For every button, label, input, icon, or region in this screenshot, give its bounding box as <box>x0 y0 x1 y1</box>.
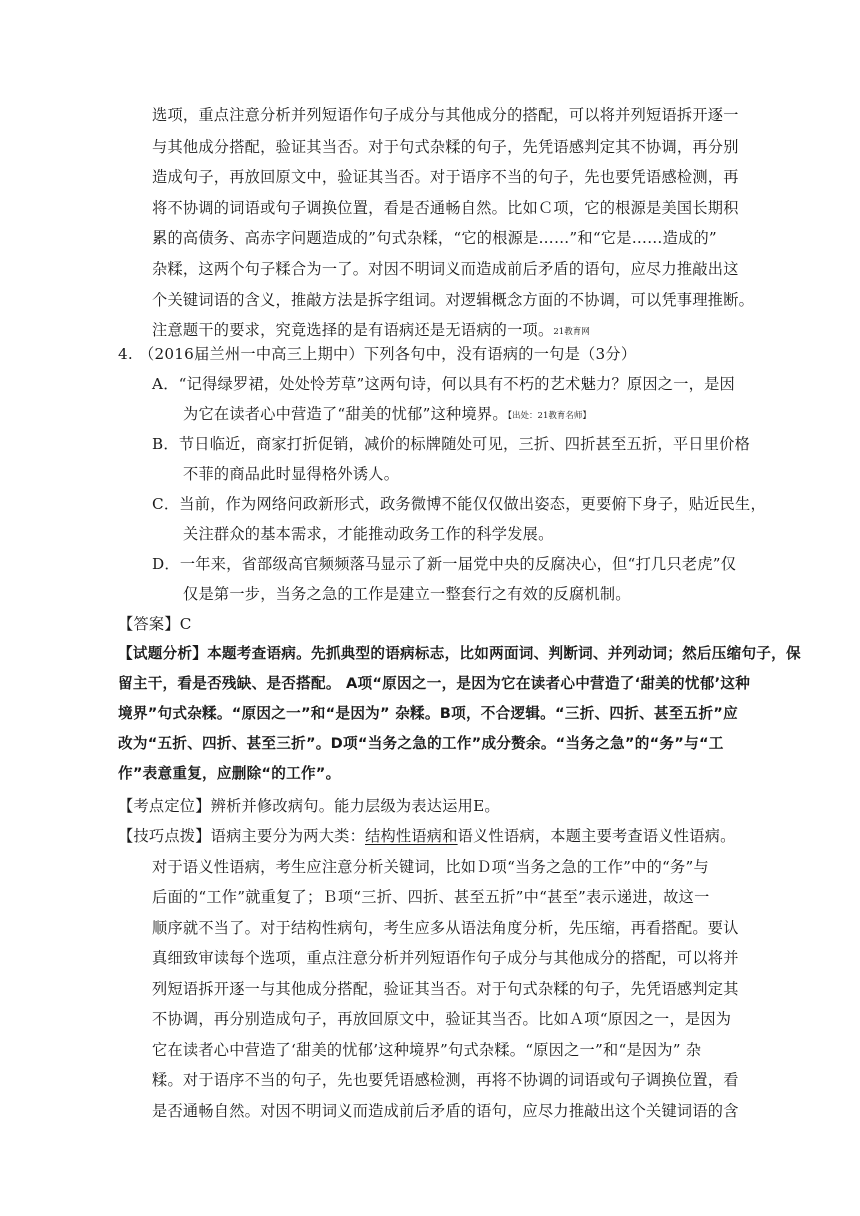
option-c-line: 关注群众的基本需求，才能推动政务工作的科学发展。 <box>183 525 554 543</box>
intro-last-line <box>152 319 590 343</box>
analysis-line: 留主干，看是否残缺、是否搭配。 A项“原因之一，是因为它在读者心中营造了‘甜美的忧郁’这种 <box>118 675 751 692</box>
jiqiao-underlined: 结构性语病和 <box>365 827 458 845</box>
jiqiao-body-line: 不协调，再分别造成句子，再放回原文中，验证其当否。比如Ａ项“原因之一，是因为 <box>152 1010 732 1028</box>
option-a-line <box>183 403 591 427</box>
intro-line: 造成句子，再放回原文中，验证其当否。对于语序不当的句子，先也要凭语感检测，再 <box>152 168 739 186</box>
jiqiao-body-line: 它在读者心中营造了‘甜美的忧郁’这种境界”句式杂糅。“原因之一”和“是因为” 杂 <box>152 1041 702 1059</box>
intro-line: 与其他成分搭配，验证其当否。对于句式杂糅的句子，先凭语感判定其不协调，再分别 <box>152 138 739 156</box>
intro-line: 累的高债务、高赤字问题造成的”句式杂糅，“它的根源是……”和“它是……造成的” <box>152 229 717 247</box>
intro-line: 将不协调的词语或句子调换位置，看是否通畅自然。比如Ｃ项，它的根源是美国长期积 <box>152 199 739 217</box>
jiqiao-body-line: 真细致审读每个选项，重点注意分析并列短语作句子成分与其他成分的搭配，可以将并 <box>152 949 739 967</box>
jiqiao-line <box>118 825 736 847</box>
intro-line: 个关键词语的含义，推敲方法是拆字组词。对逻辑概念方面的不协调，可以凭事理推断。 <box>152 291 755 309</box>
analysis-line: 改为“五折、四折、甚至三折”。D项“当务之急的工作”成分赘余。“当务之急”的“务”与“工 <box>118 735 724 752</box>
intro-line: 选项，重点注意分析并列短语作句子成分与其他成分的搭配，可以将并列短语拆开逐一 <box>152 106 739 124</box>
jiqiao-body-line: 顺序就不当了。对于结构性病句，考生应多从语法角度分析，先压缩，再看搭配。要认 <box>152 919 739 937</box>
analysis-line: 境界”句式杂糅。“原因之一”和“是因为” 杂糅。B项，不合逻辑。“三折、四折、甚至五折”应 <box>118 705 738 722</box>
option-a-line: A．“记得绿罗裙，处处怜芳草”这两句诗，何以具有不朽的艺术魅力？原因之一，是因 <box>152 375 735 393</box>
question-number: 4. <box>118 345 133 363</box>
jiqiao-suffix: 语义性语病，本题主要考查语义性语病。 <box>457 827 736 845</box>
kaodian-line: 【考点定位】辨析并修改病句。能力层级为表达运用E。 <box>118 797 500 815</box>
jiqiao-body-line: 是否通畅自然。对因不明词义而造成前后矛盾的语句，应尽力推敲出这个关键词语的含 <box>152 1102 739 1120</box>
option-b-line: B．节日临近，商家打折促销，减价的标牌随处可见，三折、四折甚至五折，平日里价格 <box>152 435 751 453</box>
option-d-line: D．一年来，省部级高官频频落马显示了新一届党中央的反腐决心，但“打几只老虎”仅 <box>152 555 737 573</box>
jiqiao-body-line: 后面的“工作”就重复了；Ｂ项“三折、四折、甚至五折”中“甚至”表示递进，故这一 <box>152 888 710 906</box>
option-c-line: C．当前，作为网络问政新形式，政务微博不能仅仅做出姿态，更要俯下身子，贴近民生， <box>152 495 766 513</box>
question-stem <box>118 343 636 365</box>
question-text: （2016届兰州一中高三上期中）下列各句中，没有语病的一句是（3分） <box>139 345 637 363</box>
jiqiao-body-line: 列短语拆开逐一与其他成分搭配，验证其当否。对于句式杂糅的句子，先凭语感判定其 <box>152 980 739 998</box>
jiqiao-prefix: 【技巧点拨】语病主要分为两大类： <box>118 827 365 845</box>
jiqiao-body-line: 糅。对于语序不当的句子，先也要凭语感检测，再将不协调的词语或句子调换位置，看 <box>152 1071 739 1089</box>
option-a-text: 为它在读者心中营造了“甜美的忧郁”这种境界。 <box>183 405 508 423</box>
analysis-line: 【试题分析】本题考查语病。先抓典型的语病标志，比如两面词、判断词、并列动词；然后压缩句子，保 <box>118 645 801 662</box>
option-d-line: 仅是第一步，当务之急的工作是建立一整套行之有效的反腐机制。 <box>183 585 631 603</box>
answer-line: 【答案】C <box>118 615 192 633</box>
jiqiao-body-line: 对于语义性语病，考生应注意分析关键词，比如Ｄ项“当务之急的工作”中的“务”与 <box>152 858 709 876</box>
option-b-line: 不菲的商品此时显得格外诱人。 <box>183 465 400 483</box>
source-watermark: 21教育网 <box>553 327 590 337</box>
intro-last-text: 注意题干的要求，究竟选择的是有语病还是无语病的一项。 <box>152 321 554 339</box>
option-a-source: 【出处：21教育名师】 <box>507 411 591 421</box>
intro-line: 杂糅，这两个句子糅合为一了。对因不明词义而造成前后矛盾的语句，应尽力推敲出这 <box>152 260 739 278</box>
analysis-line: 作”表意重复，应删除“的工作”。 <box>118 765 341 782</box>
